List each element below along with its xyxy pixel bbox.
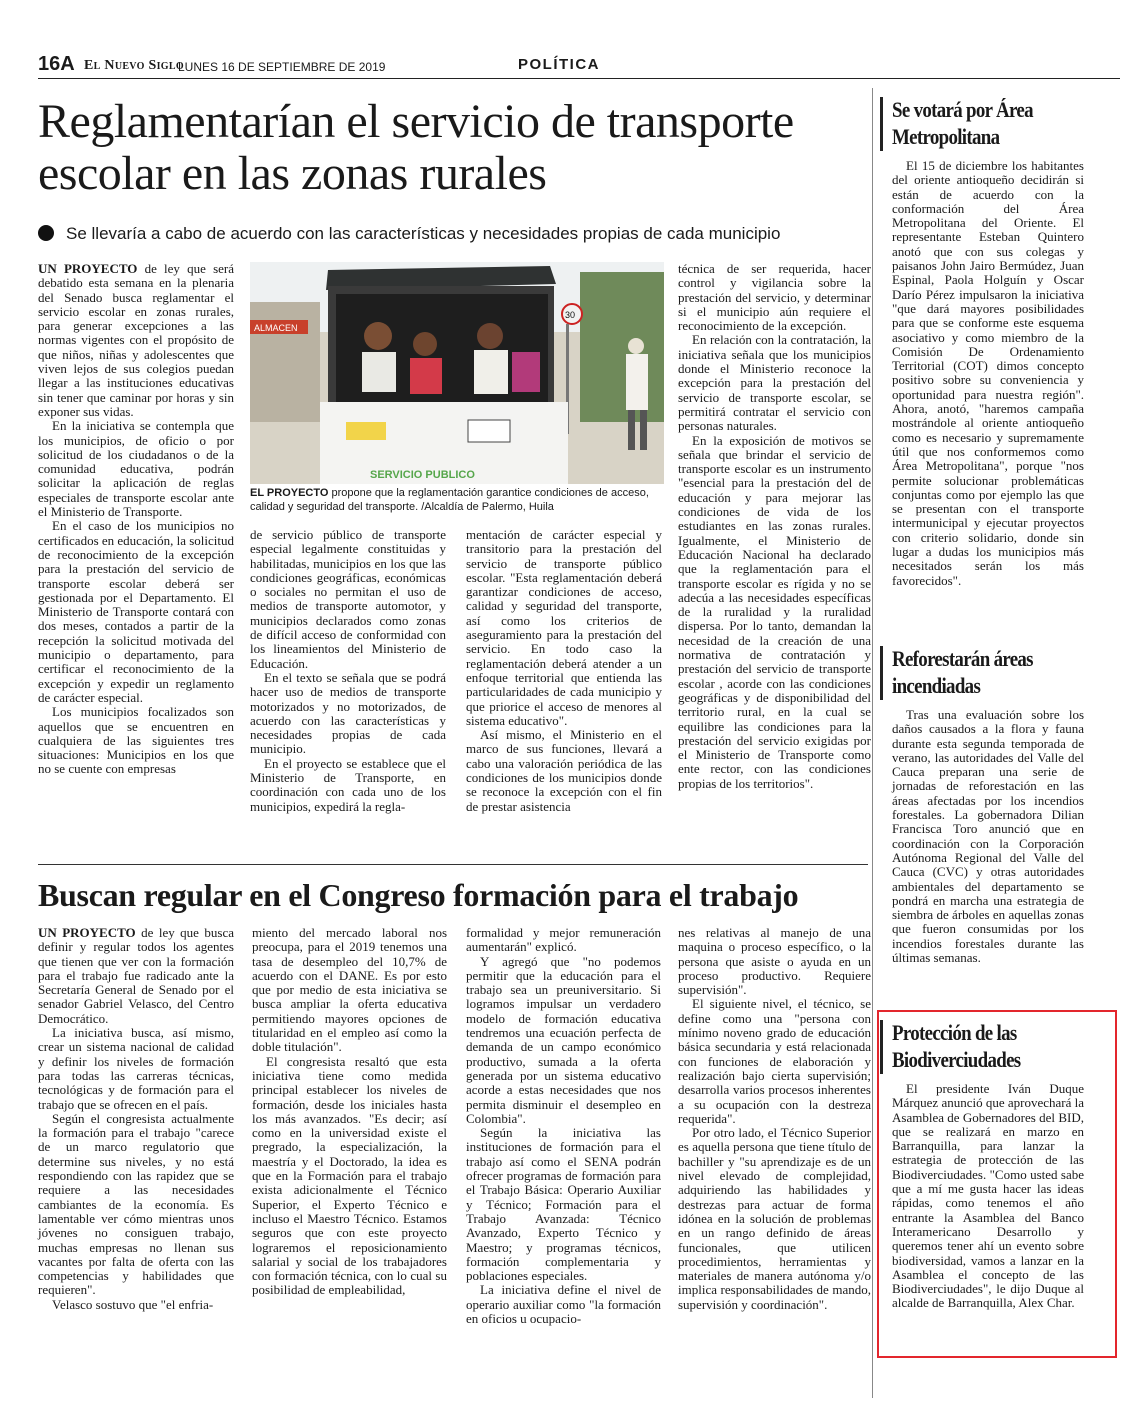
svg-text:SERVICIO PUBLICO: SERVICIO PUBLICO [370, 469, 475, 481]
main-column-1: UN PROYECTO de ley que será debatido esta semana en la plenaria del Senado busca reglamentar el servicio escolar en zonas rurales, para generar excepciones a las normas vigentes con el propósito de que niños, niñas y adolescentes que viven lejos de sus colegios puedan llegar a las instituciones educativas sin tener que caminar por horas y sin exponer sus vidas. En la iniciativa se contempla que los municipios, de oficio o por solicitud de los ciudadanos o de la comunidad educativa, podrán solicitar la aplicación de reglas especiales de transporte escolar ante el Ministerio de Transporte. En el caso de los municipios no certificados en educación, la solicitud de reconocimiento de la excepción para la prestación del servicio de transporte escolar deberá ser gestionada por el Departamento. El Ministerio de Transporte contará con dos meses, contados a partir de la recepción la solicitud motivada del municipio o departamento, para certificar el reconocimiento de la excepción y expedir un reglamento de carácter especial. Los municipios focalizados son aquellos que se encuentren en cualquiera de las siguientes tres situaciones: Municipios en los que no se cuente con empresas [38, 261, 235, 777]
svg-text:30: 30 [565, 310, 576, 320]
sidebar-title-metropolitana: Se votará por Área Metropolitana [892, 97, 1033, 149]
main-headline: Reglamentarían el servicio de transporte escolar en las zonas rurales [38, 95, 794, 200]
main-subheadline: Se llevaría a cabo de acuerdo con las características y necesidades propias de cada municipio [38, 224, 868, 244]
article-photo [250, 262, 664, 484]
sidebar-title-reforestacion: Reforestarán áreas incendiadas [892, 646, 1033, 698]
main-column-4: técnica de ser requerida, hacer control y vigilancia sobre la prestación del servicio, y determinar si el municipio aún requiere el reconocimiento de la excepción. En relación con la contratación, la iniciativa señala que los municipios donde el Ministerio reconoce la excepción para la prestación del servicio de transporte escolar, se permitirá contratar el servicio con personas naturales. En la exposición de motivos se señala que brindar el servicio de transporte escolar es un instrumento "esencial para la prestación del de educación y para mejorar las condiciones de vida de los estudiantes en las zonas rurales. Igualmente, el Ministerio de Educación Nacional ha declarado que la reglamentación para el transporte escolar es rígida y no se adecúa a las necesidades específicas de la ruralidad y la ruralidad dispersa. Por lo tanto, demandan la necesidad de la creación de una normativa de contratación y prestación del servicio de transporte escolar , acorde con las condiciones geográficas y de disponibilidad del territorio rural, en la cual se equilibre las condiciones para la prestación del servicio exigidas por el Ministerio de Transporte como ente rector, con las condiciones propias de los territorios". [678, 261, 871, 791]
sidebar-accent-bar [880, 1020, 883, 1074]
sidebar-separator [872, 88, 873, 1398]
second-column-1: UN PROYECTO de ley que busca definir y regular todos los agentes que tienen que ver con la formación para el trabajo fue radicado ante la Secretaría General de Senado por el senador Gabriel Velasco, del Centro Democrático. La iniciativa busca, así mismo, crear un sistema nacional de calidad y definir los niveles de formación para todas las carreras técnicas, tecnológicas y de formación para el trabajo que se ofrecen en el país. Según el congresista actualmente la formación para el trabajo "carece de un marco regulatorio que determine sus niveles, y no está respondiendo con las rapidez que se requiere a las necesidades cambiantes de la economía. Es lamentable ver cómo mientras unos jóvenes no consiguen trabajo, muchas empresas no llenan sus vacantes por falta de oferta con las competencias y habilidades que requieren". Velasco sostuvo que "el enfria- [38, 925, 234, 1312]
svg-text:ALMACEN: ALMACEN [254, 323, 298, 333]
bullet-icon [38, 225, 54, 241]
sidebar-title-biodiverciudades: Protección de las Biodiverciudades [892, 1020, 1021, 1072]
sidebar-accent-bar [880, 646, 883, 700]
second-column-4: nes relativas al manejo de una maquina o proceso específico, o la persona que asiste o ayuda en un proceso productivo. Requiere supervisión". El siguiente nivel, el técnico, se define como una "persona con mínimo noveno grado de educación básica secundaria y está relacionada con funciones de elaboración y realización bajo cierta supervisión; desarrolla varios procesos inherentes a su ocupación con la destreza requerida". Por otro lado, el Técnico Superior es aquella persona que tiene título de bachiller y "su aprendizaje es de un nivel elevado de complejidad, adquiriendo las habilidades y destrezas para actuar de forma idónea en la solución de problemas en un rango definido de áreas funcionales, que utilicen procedimientos, herramientas y materiales de manera autónoma y/o implica responsabilidades de mando, supervisión y coordinación". [678, 925, 871, 1312]
newspaper-name: El Nuevo Siglo [84, 58, 184, 73]
second-column-2: miento del mercado laboral nos preocupa, para el 2019 tenemos una tasa de desempleo del 10,7% de acuerdo con el DANE. Es por esto que por medio de esta iniciativa se busca ampliar la oferta educativa permitiendo mayores opciones de titularidad en el empleo así como la doble titulación". El congresista resaltó que esta iniciativa tiene como medida principal establecer los niveles de formación, desde los iniciales hasta los más avanzados. "Es decir; así como en la universidad existe el pregrado, la especialización, la maestría y el Doctorado, la idea es que en la Formación para el trabajo exista adicionalmente el Técnico Superior, el Experto Técnico e incluso el Maestro Técnico. Estamos seguros que con este proyecto lograremos el reposicionamiento salarial y social de los trabajadores con formación técnica, con lo cual su posibilidad de empleabilidad, [252, 925, 447, 1298]
second-headline: Buscan regular en el Congreso formación para el trabajo [38, 877, 799, 913]
lead-in: UN PROYECTO [38, 925, 136, 940]
sidebar-accent-bar [880, 97, 883, 151]
issue-date: LUNES 16 DE SEPTIEMBRE DE 2019 [178, 60, 386, 74]
photo-caption: EL PROYECTO propone que la reglamentación garantice condiciones de acceso, calidad y seguridad del transporte. /Alcaldía de Palermo, Huila [250, 487, 649, 513]
lead-in: UN PROYECTO [38, 261, 138, 276]
sidebar-body-metropolitana: El 15 de diciembre los habitantes del oriente antioqueño decidirán si están de acuerdo con la conformación del Área Metropolitana del Oriente. El representante Esteban Quintero anotó que con sus colegas y paisanos John Jairo Bermúdez, Juan Espinal, Paola Holguín y Oscar Darío Pérez impulsaron la iniciativa "que dará mayores posibilidades para que se conforme este esquema asociativo y como miembro de la Comisión De Ordenamiento Territorial (COT) dimos concepto positivo sobre su conveniencia y oportunidad para nuestra región". Ahora, anotó, "haremos campaña mostrándole al oriente antioqueño como es necesario y supremamente útil que nos conformemos como Área Metropolitana", porque "nos permite solucionar problemáticas conjuntas como por ejemplo las que se presentan con el transporte intermunicipal y ejecutar proyectos con criterio solidario, donde sin lugar a dudas los municipios más necesitados serán los más favorecidos". [892, 158, 1084, 588]
sidebar-body-biodiverciudades: El presidente Iván Duque Márquez anunció que aprovechará la Asamblea de Gobernadores del BID, que se realizará en marzo en Barranquilla, para lanzar la estrategia de protección de las Biodiverciudades. "Como usted sabe que a mí me gusta hacer las ideas rápidas, como tenemos el año entrante la Asamblea del Banco Interamericano Desarrollo y queremos tener ahí un evento sobre biodiversidad, vamos a lanzar en la Asamblea el concepto de las Biodiverciudades", le dijo Duque al alcalde de Barranquilla, Alex Char. [892, 1081, 1085, 1311]
section-name: POLÍTICA [518, 56, 600, 73]
main-column-3: mentación de carácter especial y transitorio para la prestación del servicio de transporte público escolar. "Esta reglamentación deberá garantizar condiciones de acceso, calidad y seguridad del transporte, así como los criterios de aseguramiento para la prestación del servicio. En todo caso la reglamentación deberá atender a un enfoque territorial que entienda las particularidades de cada municipio y que priorice el acceso de menores al sistema educativo". Así mismo, el Ministerio en el marco de sus funciones, llevará a cabo una valoración periódica de las condiciones de los municipios donde se reconoce la excepción con el fin de prestar asistencia [466, 527, 662, 814]
school-transport-photo [250, 262, 664, 484]
header-rule [38, 78, 1120, 79]
page-number: 16A [38, 53, 75, 75]
sidebar-body-reforestacion: Tras una evaluación sobre los daños causados a la flora y fauna durante esta segunda temporada de verano, las autoridades del Valle del Cauca preparan una serie de jornadas de reforestación en las áreas afectadas por los incendios forestales. La gobernadora Dilian Francisca Toro anunció que en coordinación con la Corporación Autónoma Regional del Valle del Cauca (CVC) y otras autoridades ambientales del departamento se pondrá en marcha una estrategia de siembra de árboles en aquellas zonas que fueron consumidas por los incendios forestales durante las últimas semanas. [892, 707, 1084, 966]
article-divider [38, 864, 868, 865]
main-column-2: de servicio público de transporte especial legalmente constituidas y habilitadas, municipios en los que las condiciones geográficas, económicas o sociales no permitan el uso de medios de transporte automotor, y municipios declarados como zonas de difícil acceso de conformidad con los lineamientos del Ministerio de Educación. En el texto se señala que se podrá hacer uso de medios de transporte motorizados y no motorizados, de acuerdo con las características y necesidades propias de cada municipio. En el proyecto se establece que el Ministerio de Transporte, en coordinación con cada uno de los municipios, expedirá la regla- [250, 527, 446, 814]
second-column-3: formalidad y mejor remuneración aumentarán" explicó. Y agregó que "no podemos permitir que la educación para el trabajo sea un preuniversitario. Si logramos impulsar un verdadero modelo de formación educativa tendremos una ecuación perfecta de demanda de un campo económico productivo, sumada a la oferta generada por un sistema educativo acorde a estas necesidades que nos permita disminuir el desempleo en Colombia". Según la iniciativa las instituciones de formación para el trabajo así como el SENA podrán ofrecer programas de formación para el Trabajo Básica: Operario Auxiliar y Técnico; Formación para el Trabajo Avanzada: Técnico Avanzado, Experto Técnico y Maestro; y programas técnicos, formación complementaria y poblaciones especiales. La iniciativa define el nivel de operario auxiliar como "la formación en oficios u ocupacio- [466, 925, 661, 1327]
